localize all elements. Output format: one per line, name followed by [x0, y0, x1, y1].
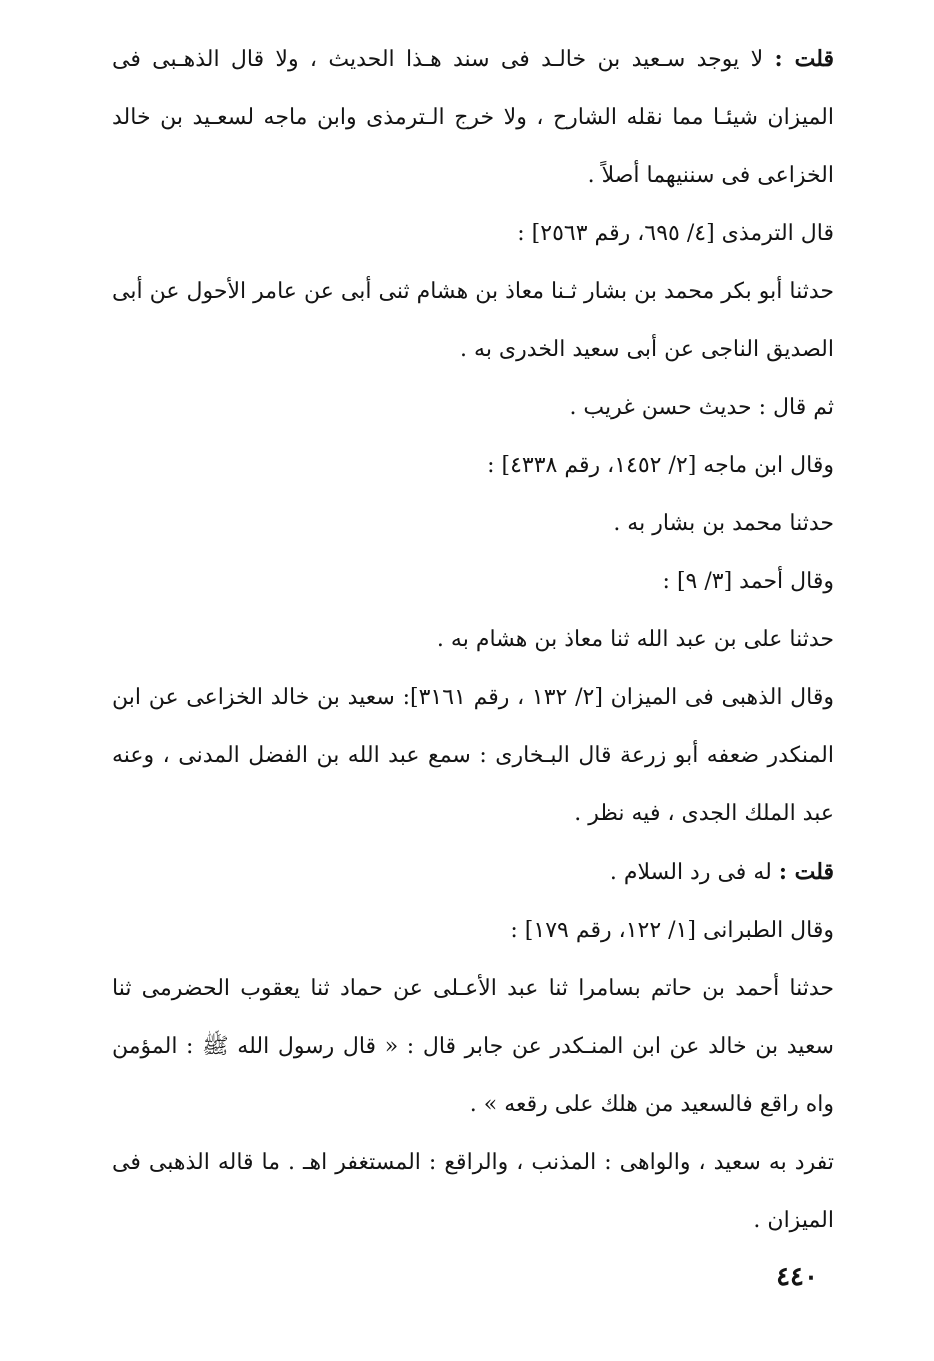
paragraph-text: وقال ابن ماجه [٢/ ١٤٥٢، رقم ٤٣٣٨] :: [487, 453, 834, 478]
paragraph-7: [112, 553, 834, 611]
paragraph-text: له فى رد السلام .: [609, 860, 779, 885]
paragraph-text: حدثنا محمد بن بشار به .: [613, 511, 834, 536]
paragraph-2: [112, 205, 834, 263]
paragraph-text: تفرد به سعيد ، والواهى : المذنب ، والراقع : المستغفر اهـ . ما قاله الذهبى فى الميزان .: [112, 1150, 834, 1233]
paragraph-12: [112, 960, 834, 1134]
paragraph-text: حدثنا على بن عبد الله ثنا معاذ بن هشام به .: [436, 627, 834, 652]
paragraph-text: حدثنا أحمد بن حاتم بسامرا ثنا عبد الأعـلى عن حماد ثنا يعقوب الحضرمى ثنا سعيد بن خالد عن ابن المنـكدر عن جابر قال : « قال رسول الله ﷺ : المؤمن واه راقع فالسعيد من هلك على رقعه » .: [112, 976, 834, 1117]
paragraph-text: لا يوجد سـعيد بن خالـد فى سند هـذا الحديث ، ولا قال الذهـبى فى الميزان شيئـا مما نقله الشارح ، ولا خرج الـترمذى وابن ماجه لسعـيد بن خالد الخزاعى فى سننيهما أصلاً .: [112, 47, 834, 188]
page-body: [112, 30, 834, 1250]
paragraph-11: [112, 902, 834, 960]
qultu-lead: قلت :: [774, 46, 834, 72]
paragraph-6: [112, 495, 834, 553]
paragraph-8: [112, 611, 834, 669]
paragraph-9: [112, 669, 834, 843]
paragraph-4: [112, 379, 834, 437]
paragraph-text: ثم قال : حديث حسن غريب .: [569, 395, 834, 420]
paragraph-text: وقال الذهبى فى الميزان [٢/ ١٣٢ ، رقم ٣١٦١]: سعيد بن خالد الخزاعى عن ابن المنكدر ضعفه أبو زرعة قال البـخارى : سمع عبد الله بن الفضل المدنى ، وعنه عبد الملك الجدى ، فيه نظر .: [112, 685, 835, 826]
paragraph-10: [112, 843, 834, 902]
paragraph-13: [112, 1134, 834, 1250]
paragraph-5: [112, 437, 834, 495]
qultu-lead: قلت :: [778, 859, 834, 885]
paragraph-text: قال الترمذى [٤/ ٦٩٥، رقم ٢٥٦٣] :: [517, 221, 834, 246]
paragraph-text: حدثنا أبو بكر محمد بن بشار ثـنا معاذ بن هشام ثنى أبى عن عامر الأحول عن أبى الصديق الناجى عن أبى سعيد الخدرى به .: [112, 279, 834, 362]
paragraph-text: وقال الطبرانى [١/ ١٢٢، رقم ١٧٩] :: [510, 918, 834, 943]
paragraph-1: [112, 30, 834, 205]
paragraph-text: وقال أحمد [٣/ ٩] :: [662, 569, 834, 594]
page-number: ٤٤٠: [776, 1262, 818, 1292]
paragraph-3: [112, 263, 834, 379]
